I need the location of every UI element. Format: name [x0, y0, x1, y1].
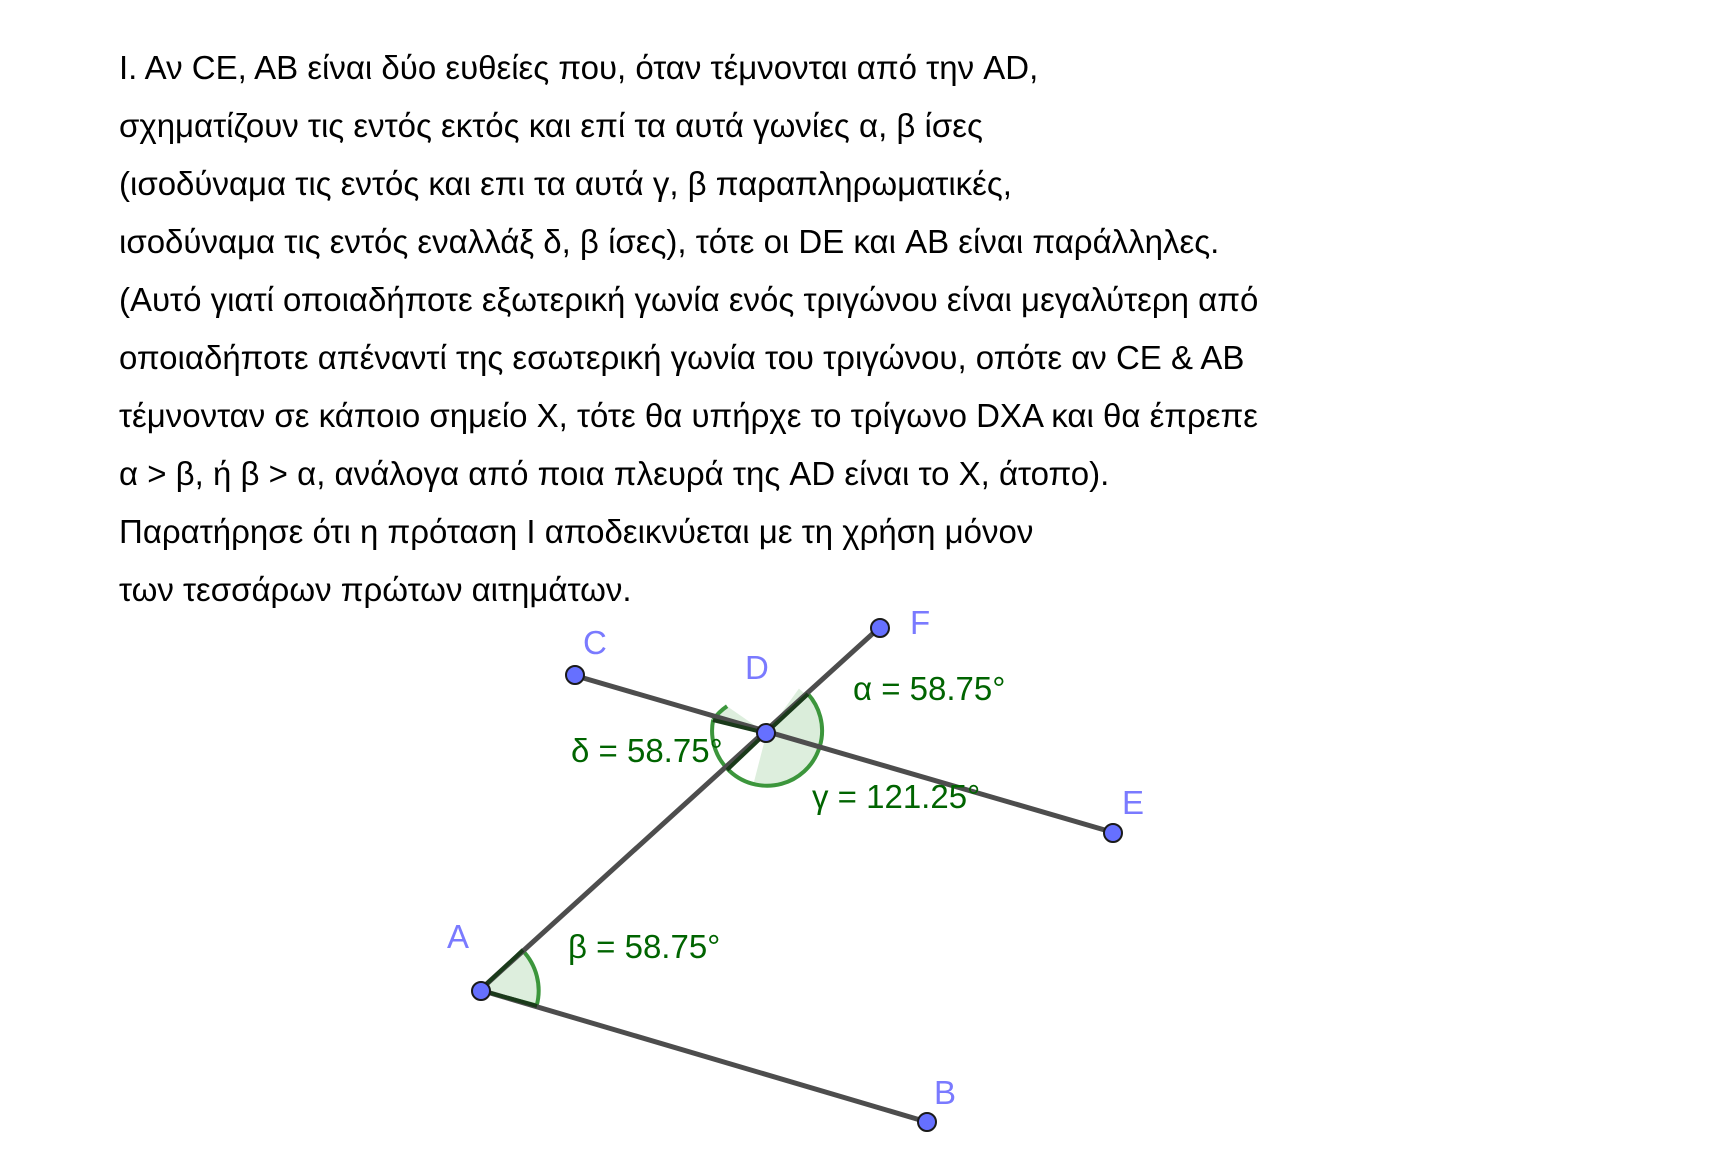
- label-a: A: [447, 918, 470, 955]
- point-c[interactable]: [566, 666, 584, 684]
- text-line-5: (Αυτό γιατί οποιαδήποτε εξωτερική γωνία ενός τριγώνου είναι μεγαλύτερη από: [119, 281, 1259, 318]
- point-f[interactable]: [871, 619, 889, 637]
- text-line-9: Παρατήρησε ότι η πρόταση Ι αποδεικνύεται με τη χρήση μόνον: [119, 513, 1034, 550]
- text-line-6: οποιαδήποτε απέναντί της εσωτερική γωνία του τριγώνου, οπότε αν CE & AB: [119, 339, 1245, 376]
- segment-ab: [480, 990, 927, 1122]
- angle-delta-label: δ = 58.75°: [571, 732, 723, 769]
- angle-alpha-label: α = 58.75°: [853, 670, 1006, 707]
- text-line-7: τέμνονταν σε κάποιο σημείο X, τότε θα υπήρχε το τρίγωνο DXA και θα έπρεπε: [119, 397, 1259, 434]
- text-line-10: των τεσσάρων πρώτων αιτημάτων.: [119, 571, 632, 608]
- label-f: F: [910, 604, 931, 641]
- point-d[interactable]: [757, 724, 775, 742]
- point-a[interactable]: [472, 982, 490, 1000]
- text-line-2: σχηματίζουν τις εντός εκτός και επί τα αυτά γωνίες α, β ίσες: [119, 107, 983, 144]
- text-line-1: Ι. Αν CE, AB είναι δύο ευθείες που, όταν τέμνονται από την AD,: [119, 49, 1039, 86]
- label-e: E: [1122, 784, 1145, 821]
- text-line-4: ισοδύναμα τις εντός εναλλάξ δ, β ίσες), τότε οι DE και AB είναι παράλληλες.: [119, 223, 1220, 260]
- label-c: C: [583, 624, 607, 661]
- text-line-3: (ισοδύναμα τις εντός και επι τα αυτά γ, β παραπληρωματικές,: [119, 165, 1012, 202]
- text-line-8: α > β, ή β > α, ανάλογα από ποια πλευρά της AD είναι το X, άτοπο).: [119, 455, 1110, 492]
- point-b[interactable]: [918, 1113, 936, 1131]
- angle-beta-label: β = 58.75°: [568, 928, 721, 965]
- label-b: B: [934, 1074, 957, 1111]
- label-d: D: [745, 649, 769, 686]
- point-e[interactable]: [1104, 824, 1122, 842]
- angle-gamma-label: γ = 121.25°: [812, 778, 981, 815]
